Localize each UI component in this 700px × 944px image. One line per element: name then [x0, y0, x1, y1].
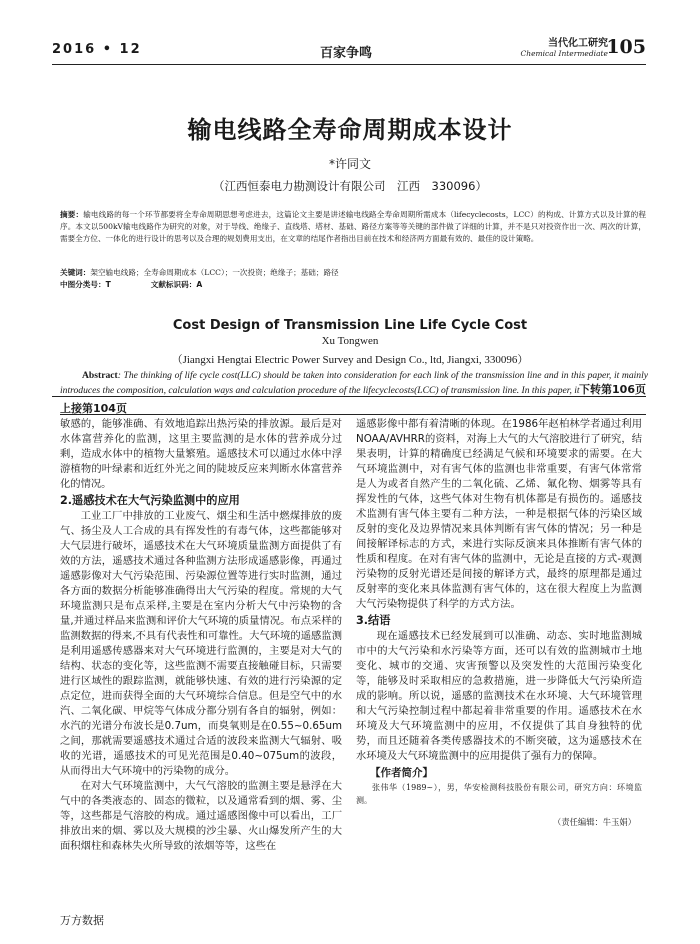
english-abstract-label: Abstract [82, 370, 118, 381]
source-footer: 万方数据 [60, 914, 104, 927]
keywords [60, 267, 646, 279]
article-title: 输电线路全寿命周期成本设计 [187, 116, 513, 144]
page-header [52, 36, 646, 62]
section-rule [52, 396, 646, 397]
continued-to-note: 下转第106页 [579, 383, 646, 396]
english-affiliation: （Jiangxi Hengtai Electric Power Survey and Design Co., ltd, Jiangxi, 330096） [171, 354, 529, 366]
article-affiliation: （江西恒泰电力勘测设计有限公司 江西 330096） [213, 179, 487, 193]
responsible-editor: （责任编辑：牛玉娟） [553, 817, 636, 827]
doc-code-label: 文献标识码： [150, 280, 197, 289]
classification-line [60, 279, 646, 291]
section-heading: 2.遥感技术在大气污染监测中的应用 [60, 494, 240, 507]
abstract-text: 输电线路的每一个环节都要将全寿命周期思想考虑进去，这篇论文主要是讲述输电线路全寿命周期所需成本（lifecyclecosts，LCC）的构成、计算方式以及计算的程序。本文以500kV输电线路作为研究的对象，对于导线、绝缘子、直线塔、塔材、基础、路径方案等等关键的部件做了详细的计算，并不是只对投资作出一次、两次的计算，需要全方位、一体化的进行设计的思考以及合理的规划费用支出，在文章的结尾作者指出目前在技术和经济两方面最有效的、最佳的设计策略。 [60, 210, 646, 243]
keywords-label: 关键词： [60, 268, 91, 277]
paragraph: 敏感的，能够准确、有效地追踪出热污染的排放源。最后是对水体富营养化的监测，这里主要监测的是水体的营养成分过剩，造成水体中的植物大量繁殖。遥感技术可以通过水体中浮游植物的叶绿素和近红外光之间的陡坡反应来判断水体富营养化的情况。 [60, 418, 342, 490]
magazine-name-en: Chemical Intermediate [520, 49, 608, 58]
paragraph: 遥感影像中都有着清晰的体现。在1986年赵柏林学者通过利用NOAA/AVHRR的资料，对海上大气的大气溶胶进行了研究，结果表明，计算的精确度已经满足气候和环境要求的需要。在大气环境监测中，对有害气体的监测也非常重要，有害气体常常是人为或者自然产生的二氧化硫、乙烯、氟化物、烟雾等具有挥发性的气体，这些气体对生物有机体都是有损伤的。遥感技术监测有害气体主要有二种方法，一种是根据气体的污染区域反射的变化及边界情况来具体判断有害气体的情况；另一种是间接解译标志的方式，来进行实际反演来具体推断有害气体的性质和程度。在对有害气体的监测中，无论是直接的方式-观测污染物的反射光谱还是间接的解译方式，最终的原理都是通过反射率的变化来具体监测有害气体的，这在很大程度上为监测大气污染物提供了科学的方式方法。 [356, 418, 642, 610]
body-column-left [60, 417, 342, 854]
paragraph: 在对大气环境监测中，大气气溶胶的监测主要是悬浮在大气中的各类液态的、固态的微粒，以及通常看到的烟、雾、尘等，这些都是气溶胶的构成。通过遥感图像中可以看出，工厂排放出来的烟、雾以及大规模的沙尘暴、火山爆发所产生的大面积烟柱和森林失火所导致的浓烟等等，这些在 [60, 780, 342, 852]
doc-code-value: A [196, 280, 203, 289]
paragraph: 工业工厂中排放的工业废气、烟尘和生活中燃煤排放的废气、扬尘及人工合成的具有挥发性的有毒气体，这些都能够对大气层进行破坏，遥感技术在大气环境质量监测方面提供了有效的方法，遥感技术通过各种监测方法形成遥感影像，再通过遥感影像对大气污染范围、污染源位置等进行实时监测，通过各方面的数据分析能够准确得出大气污染的程度。常规的大气环境监测只是布点采样,主要是在室内分析大气中污染物的含量,并通过样品来监测和评价大气环境的质量情况。布点采样的监测数据的得来,不具有代表性和可靠性。大气环境的遥感监测是利用遥感传感器来对大气环境进行监测的，主要是对大气的结构、状态的变化等，这些监测不需要直接触碰目标，只需要进行区域性的跟踪监测，就能够快速、有效的进行污染源的定点定位，进而获得全面的大气环境综合信息。但是空气中的水汽、二氧化碳、甲烷等气体成分都分别有各自的辐射，例如：水汽的光谱分布波长是0.7um，而臭氧则是在0.55~0.65um之间，那就需要遥感技术通过合适的波段来监测大气辐射、吸收的光谱，遥感技术的可见光范围是0.40~075um的波段，从而得出大气环境中的污染物的成分。 [60, 510, 342, 777]
abstract-label: 摘要： [60, 210, 84, 219]
english-author: Xu Tongwen [321, 335, 379, 347]
clc-label: 中图分类号： [60, 280, 106, 289]
column-name: 百家争鸣 [320, 46, 373, 61]
clc-value: T [105, 280, 111, 289]
issue-number: 2016 • 12 [52, 42, 142, 57]
page-number: 105 [606, 36, 646, 58]
paragraph: 现在遥感技术已经发展到可以准确、动态、实时地监测城市中的大气污染和水污染等方面，还可以有效的监测城市土地变化、城市的交通、灾害预警以及突发性的大范围污染变化等，能够及时采取相应的急救措施，进一步降低大气污染所造成的影响。所以说，遥感的监测技术在水环境、大气环境管理和大气污染控制过程中都起着非常重要的作用。遥感技术在水环境及大气环境监测中的应用，不仅提供了其自身独特的优势，而且还随着各类传感器技术的不断突破，这为遥感技术在水环境及大气环境监测中的应用提供了强有力的保障。 [356, 630, 642, 762]
section-rule-2 [60, 414, 646, 415]
article-author: *许同文 [328, 157, 371, 171]
magazine-name [521, 38, 608, 59]
magazine-name-cn: 当代化工研究 [548, 38, 608, 49]
keywords-text: 架空输电线路；全寿命周期成本（LCC）；一次投资；绝缘子；基础；路径 [90, 268, 339, 277]
english-abstract-text: : The thinking of life cycle cost(LLC) should be taken into consideration for each link of the transmission line and in this paper, it mainly introduces the composition, calculation ways and calculation procedure of the lifecyclecosts(LCC) of transmission line. In this paper, it [60, 370, 648, 396]
author-bio: 张伟华（1989~），男，华安检测科技股份有限公司，研究方向：环境监测。 [356, 783, 642, 805]
english-title: Cost Design of Transmission Line Life Cycle Cost [172, 318, 528, 333]
body-column-right [356, 417, 642, 830]
continued-from-note: 上接第104页 [60, 402, 127, 415]
header-rule [52, 64, 646, 65]
author-bio-heading: 【作者简介】 [370, 767, 433, 779]
english-abstract [60, 368, 648, 398]
abstract-cn [60, 209, 646, 245]
section-heading: 3.结语 [356, 614, 391, 627]
